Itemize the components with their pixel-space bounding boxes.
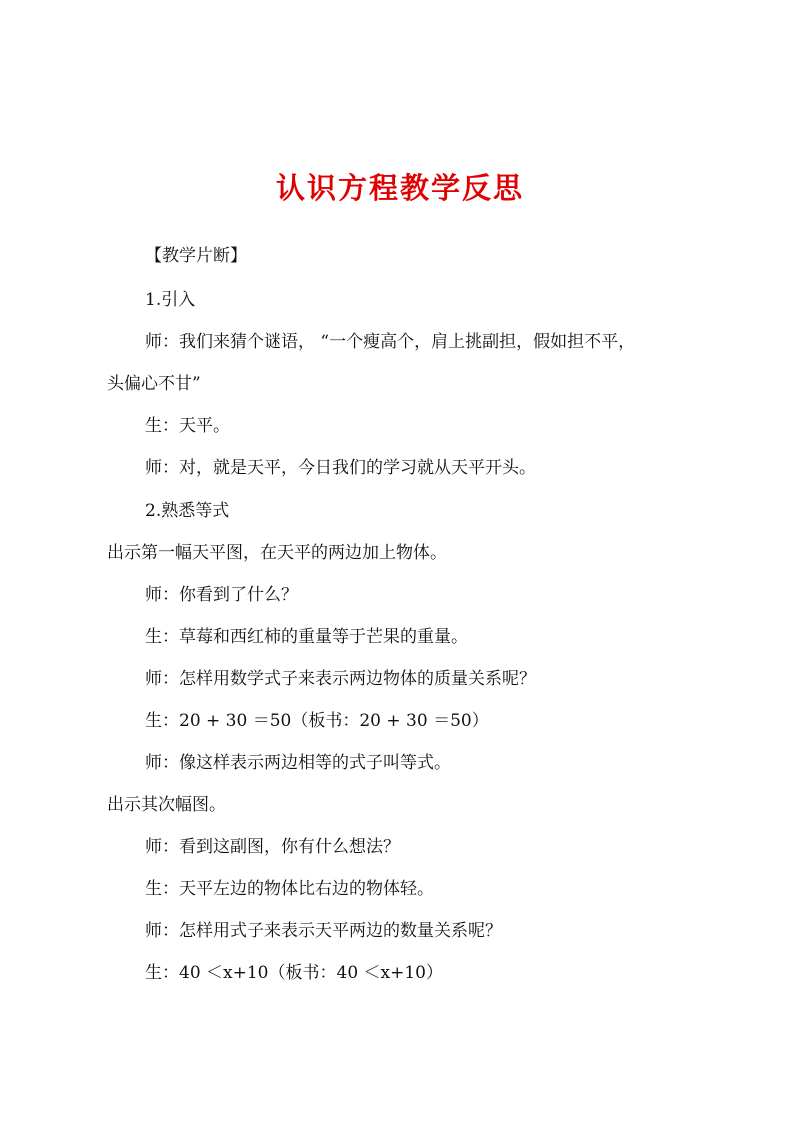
paragraph-section-heading: 【教学片断】 <box>145 246 247 266</box>
document-title: 认识方程教学反思 <box>275 171 524 205</box>
paragraph-line: 生：草莓和西红柿的重量等于芒果的重量。 <box>145 627 468 647</box>
paragraph-line-continuation: 头偏心不甘” <box>107 374 201 394</box>
paragraph-subheading-intro: 1.引入 <box>145 290 196 310</box>
paragraph-line: 生：40 ＜x+10（板书：40 ＜x+10） <box>145 963 443 983</box>
paragraph-line: 生：天平左边的物体比右边的物体轻。 <box>145 879 434 899</box>
paragraph-line: 师：看到这副图，你有什么想法？ <box>145 837 400 857</box>
paragraph-line: 出示其次幅图。 <box>107 795 226 815</box>
paragraph-line: 师：怎样用式子来表示天平两边的数量关系呢？ <box>145 921 502 941</box>
paragraph-line: 出示第一幅天平图，在天平的两边加上物体。 <box>107 543 447 563</box>
paragraph-line: 师：像这样表示两边相等的式子叫等式。 <box>145 753 451 773</box>
paragraph-line: 生：天平。 <box>145 416 230 436</box>
paragraph-line: 师：我们来猜个谜语， “一个瘦高个，肩上挑副担，假如担不平， <box>145 332 636 352</box>
paragraph-line: 师：怎样用数学式子来表示两边物体的质量关系呢？ <box>145 669 536 689</box>
paragraph-subheading-equation: 2.熟悉等式 <box>145 501 230 521</box>
paragraph-line: 师：你看到了什么？ <box>145 585 298 605</box>
paragraph-line: 师：对，就是天平，今日我们的学习就从天平开头。 <box>145 458 536 478</box>
paragraph-line: 生：20 + 30 ＝50（板书：20 + 30 ＝50） <box>145 711 489 731</box>
